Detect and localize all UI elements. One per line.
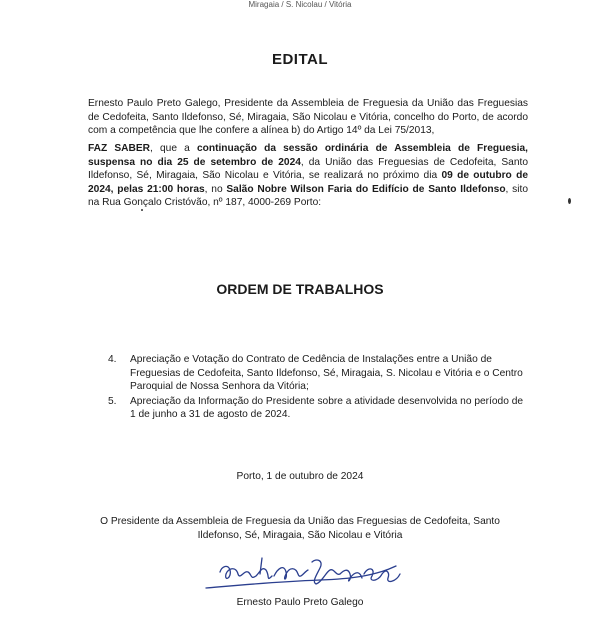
session-venue: Salão Nobre Wilson Faria do Edifício de Santo Ildefonso	[226, 183, 506, 195]
agenda-item	[108, 395, 528, 422]
session-datetime: 09 de outubro de 2024, pelas 21:00 horas	[88, 170, 528, 195]
intro-paragraph: Ernesto Paulo Preto Galego, Presidente da Assembleia de Freguesia da União das Freguesias de Cedofeita, Santo Ildefonso, Sé, Miragaia, São Nicolau e Vitória, concelho do Porto, de acordo com a competência que lhe confere a alínea b) do Artigo 14º da Lei 75/2013,	[88, 98, 528, 137]
agenda-item-number: 5.	[108, 395, 117, 407]
session-description: continuação da sessão ordinária de Assembleia de Freguesia, suspensa no dia 25 de setembro de 2024	[88, 143, 528, 168]
header-subtitle: Miragaia / S. Nicolau / Vitória	[248, 0, 352, 9]
notice-text-1: , que a	[150, 143, 197, 154]
notice-text-2: , da União das Freguesias de Cedofeita, Santo Ildefonso, Sé, Miragaia, São Nicolau e Vitória, se realizará no próximo dia	[88, 156, 529, 182]
closing-line-1: O Presidente da Assembleia de Freguesia da União das Freguesias de Cedofeita, Santo	[100, 516, 500, 527]
document-title: EDITAL	[271, 51, 329, 68]
agenda-item-text: Apreciação e Votação do Contrato de Cedência de Instalações entre a União de Freguesias de Cedofeita, Santo Ildefonso, Sé, Miragaia, S. Nicolau e Vitória e o Centro Paroquial de Nossa Senhora da Vitória;	[130, 354, 523, 393]
handwritten-signature	[200, 552, 420, 594]
signer-name: Ernesto Paulo Preto Galego	[236, 597, 364, 608]
closing-text	[100, 515, 500, 543]
agenda-list	[108, 353, 528, 423]
date-line: Porto, 1 de outubro de 2024	[236, 471, 364, 482]
notice-text-4: , sito na Rua Gonçalo Cristóvão, nº 187, 4000-269 Porto:	[88, 183, 529, 209]
agenda-item	[108, 353, 528, 394]
notice-paragraph	[88, 142, 528, 210]
agenda-item-number: 4.	[108, 354, 117, 365]
notice-text-3: , no	[204, 183, 227, 195]
closing-line-2: Ildefonso, Sé, Miragaia, São Nicolau e Vitória	[197, 530, 403, 541]
scan-speck	[568, 198, 571, 204]
faz-saber-label: FAZ SABER	[88, 143, 151, 154]
agenda-title: ORDEM DE TRABALHOS	[216, 281, 384, 297]
scan-speck	[141, 209, 143, 211]
agenda-item-text: Apreciação da Informação do Presidente sobre a atividade desenvolvida no período de 1 de junho a 31 de agosto de 2024.	[130, 395, 524, 421]
